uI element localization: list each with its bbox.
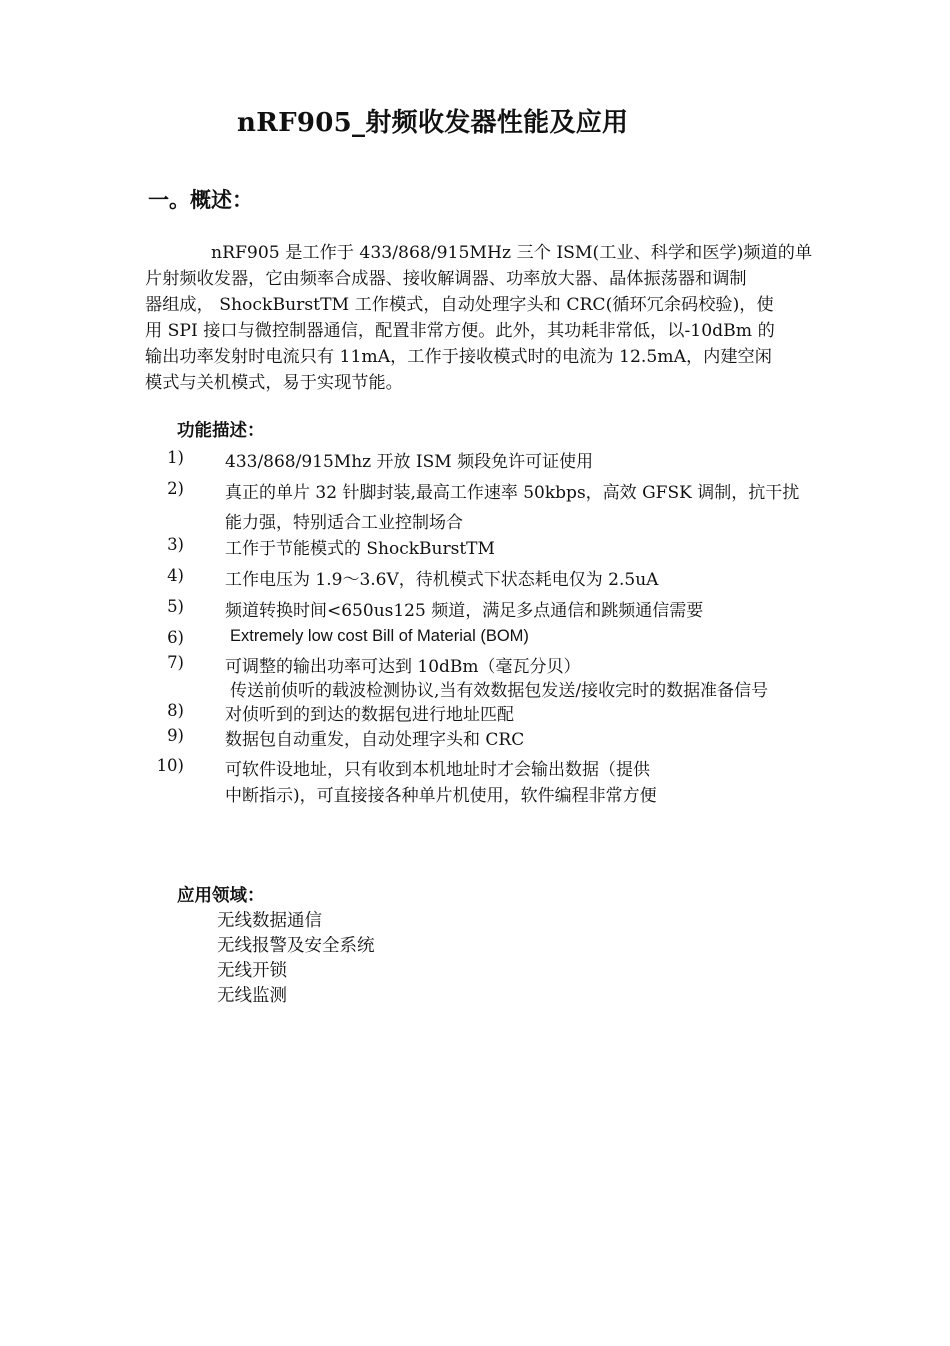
feature-number: 5): [167, 597, 184, 616]
features-heading: 功能描述：: [177, 421, 265, 441]
feature-text: 可调整的输出功率可达到 10dBm（毫瓦分贝）: [225, 657, 581, 677]
overview-line: 用 SPI 接口与微控制器通信，配置非常方便。此外，其功耗非常低，以-10dBm 的: [145, 321, 775, 341]
feature-text: 对侦听到的到达的数据包进行地址匹配: [225, 705, 514, 725]
feature-text: 工作电压为 1.9～3.6V，待机模式下状态耗电仅为 2.5uA: [225, 570, 659, 590]
feature-text: 工作于节能模式的 ShockBurstTM: [225, 539, 495, 559]
application-item: 无线监测: [217, 986, 287, 1006]
feature-text-unnumbered: 传送前侦听的载波检测协议,当有效数据包发送/接收完时的数据准备信号: [230, 681, 769, 701]
feature-number: 4): [167, 566, 184, 585]
overview-line: 输出功率发射时电流只有 11mA，工作于接收模式时的电流为 12.5mA，内建空闲: [145, 347, 772, 367]
applications-heading: 应用领域：: [177, 886, 265, 906]
overview-line: 片射频收发器，它由频率合成器、接收解调器、功率放大器、晶体振荡器和调制: [145, 269, 747, 289]
feature-text: 真正的单片 32 针脚封装,最高工作速率 50kbps，高效 GFSK 调制，抗干扰: [225, 483, 800, 503]
overview-line: 器组成， ShockBurstTM 工作模式，自动处理字头和 CRC(循环冗余码校验)，使: [145, 295, 774, 315]
feature-text: 433/868/915Mhz 开放 ISM 频段免许可证使用: [225, 452, 594, 472]
feature-number: 10): [156, 756, 184, 775]
feature-text: 数据包自动重发，自动处理字头和 CRC: [225, 730, 525, 750]
feature-text: Extremely low cost Bill of Material (BOM): [230, 627, 529, 645]
application-item: 无线报警及安全系统: [217, 936, 375, 956]
section-heading-overview: 一。概述：: [148, 187, 253, 212]
feature-number: 6): [167, 628, 184, 647]
document-title: nRF905_射频收发器性能及应用: [237, 108, 629, 138]
feature-text: 频道转换时间<650us125 频道，满足多点通信和跳频通信需要: [225, 601, 704, 621]
feature-number: 2): [167, 479, 184, 498]
overview-paragraph: [145, 240, 835, 396]
feature-text-continuation: 能力强，特别适合工业控制场合: [225, 513, 463, 533]
feature-number: 8): [167, 701, 184, 720]
application-item: 无线开锁: [217, 961, 287, 981]
feature-number: 7): [167, 653, 184, 672]
feature-text-continuation: 中断指示)，可直接接各种单片机使用，软件编程非常方便: [225, 786, 657, 806]
feature-number: 1): [167, 448, 184, 467]
feature-number: 3): [167, 535, 184, 554]
feature-number: 9): [167, 726, 184, 745]
feature-text: 可软件设地址，只有收到本机地址时才会输出数据（提供: [225, 760, 650, 780]
overview-line: 模式与关机模式，易于实现节能。: [145, 373, 403, 393]
application-item: 无线数据通信: [217, 911, 322, 931]
overview-line: nRF905 是工作于 433/868/915MHz 三个 ISM(工业、科学和医学)频道的单: [211, 243, 813, 263]
